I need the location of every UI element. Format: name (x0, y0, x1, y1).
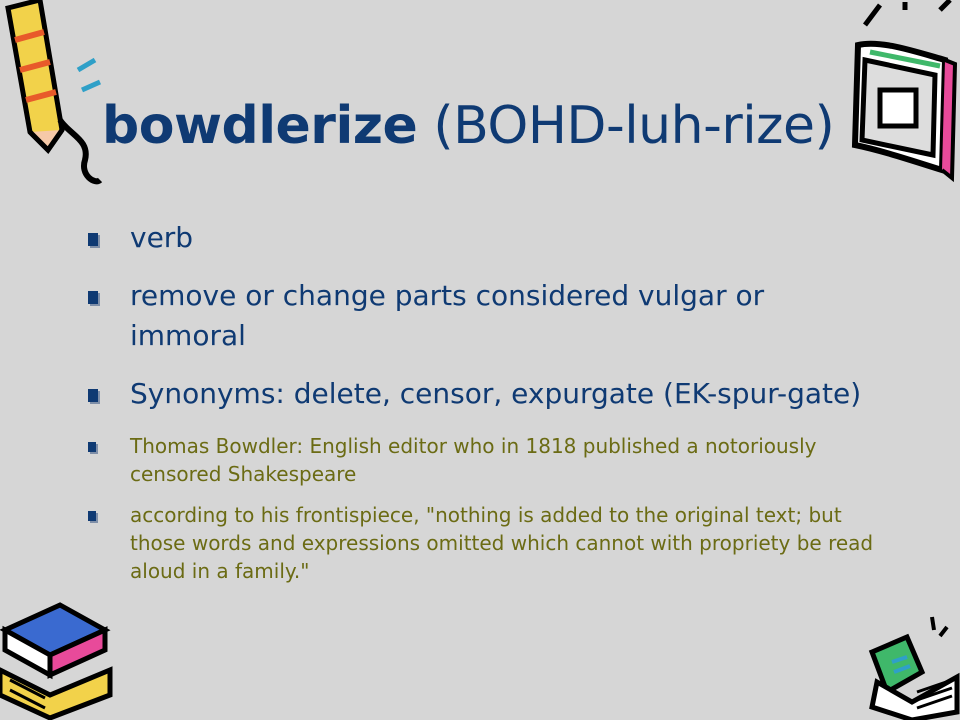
title-word: bowdlerize (102, 96, 418, 156)
book-icon (850, 0, 960, 195)
bullet-item (88, 432, 878, 488)
bullet-item (88, 501, 878, 585)
bullet-icon (88, 511, 96, 521)
books-stack-icon (0, 600, 115, 720)
bullet-icon (88, 442, 96, 452)
bullet-icon (88, 291, 98, 304)
pencil-icon (0, 0, 110, 190)
bullet-text: verb (130, 221, 194, 254)
open-book-icon (862, 612, 960, 720)
bullet-item (88, 374, 878, 414)
bullet-text: Thomas Bowdler: English editor who in 1818 published a notoriously censored Shakespeare (130, 434, 817, 486)
bullet-item (88, 218, 878, 258)
bullet-icon (88, 233, 98, 246)
bullet-icon (88, 389, 98, 402)
title-pronunciation: (BOHD-luh-rize) (433, 96, 835, 156)
bullet-item (88, 276, 878, 356)
bullet-text: Synonyms: delete, censor, expurgate (EK-spur-gate) (130, 377, 862, 410)
bullet-text: remove or change parts considered vulgar or immoral (130, 279, 765, 352)
bullet-list (88, 218, 878, 598)
slide-title (102, 88, 834, 164)
bullet-text: according to his frontispiece, "nothing is added to the original text; but those words and expressions omitted which cannot with propriety be read aloud in a family." (130, 503, 874, 583)
